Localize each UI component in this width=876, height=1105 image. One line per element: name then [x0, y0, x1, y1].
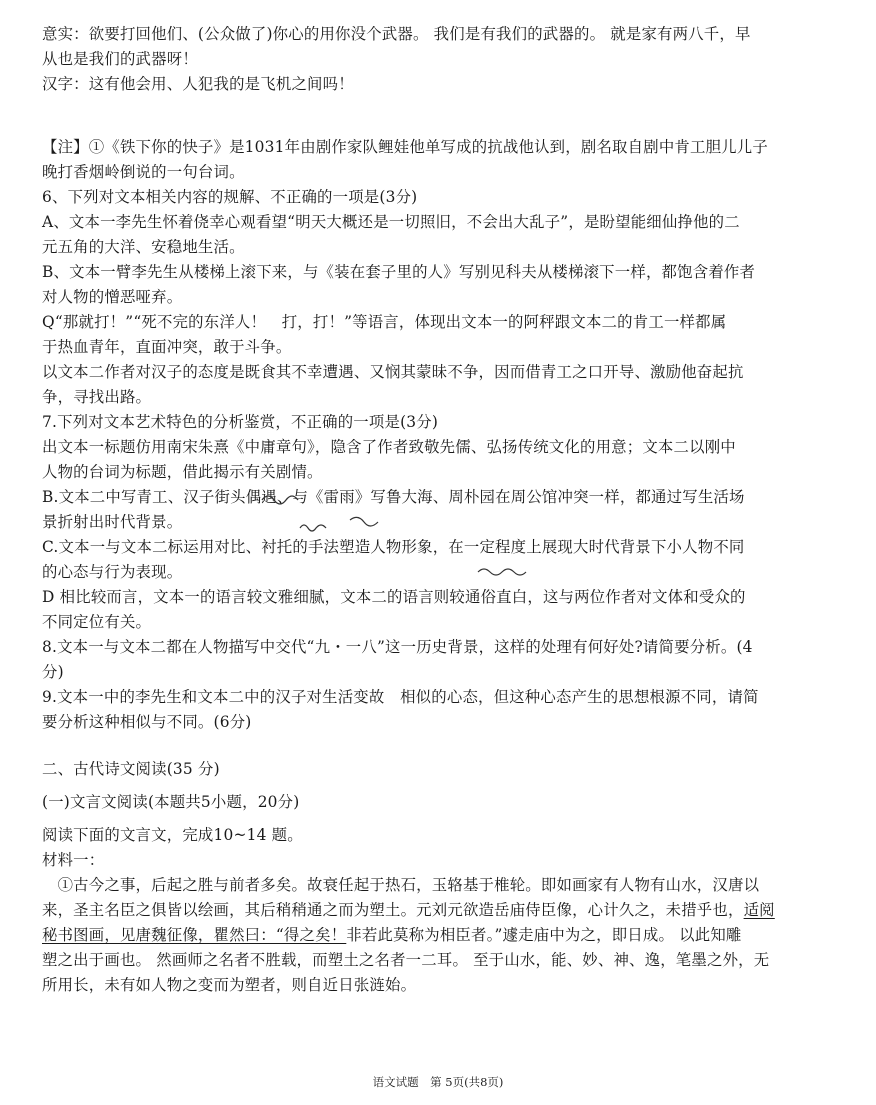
question-8-line-1: 8.文本一与文本二都在人物描写中交代“九・一八”这一历史背景，这样的处理有何好处?请简要分析。(4	[42, 638, 753, 656]
question-9-line-1: 9.文本一中的李先生和文本二中的汉子对生活变故 相似的心态，但这种心态产生的思想根源不同，请简	[42, 688, 759, 706]
question-6-option-a-2: 元五角的大洋、安稳地生活。	[42, 238, 245, 256]
question-7-option-d-2: 不同定位有关。	[42, 613, 152, 631]
question-6-option-d-1: 以文本二作者对汉子的态度是既食其不幸遭遇、又悯其蒙昧不争，因而借青工之口开导、激励他奋起抗	[42, 363, 744, 381]
spacer	[42, 735, 862, 757]
question-7-option-c-2: 的心态与行为表现。	[42, 563, 183, 581]
passage-line-3-text: 非若此莫称为相臣者。”遽走庙中为之，即日成。 以此知雕	[346, 926, 742, 944]
page-footer: 语文试题 第 5页(共8页)	[372, 1075, 504, 1089]
material-1-label: 材料一：	[42, 851, 105, 869]
question-9-line-2: 要分析这种相似与不同。(6分)	[42, 713, 252, 731]
question-6-option-c-1: Q“那就打！”“死不完的东洋人！ 打，打！”等语言，体现出文本一的阿秤跟文本二的肯工一样都属	[42, 313, 727, 331]
footnote-line-2: 晚打香烟岭倒说的一句台词。	[42, 163, 245, 181]
section-2-subheading: (一)文言文阅读(本题共5小题，20分)	[42, 793, 300, 811]
question-6-stem: 6、下列对文本相关内容的规解、不正确的一项是(3分)	[42, 188, 418, 206]
dialogue-line-1: 意实：欲要打回他们、(公众做了)你心的用你没个武器。 我们是有我们的武器的。 就是家有两八千，早	[42, 25, 751, 43]
dialogue-line-3: 汉字：这有他会用、人犯我的是飞机之间吗！	[42, 75, 354, 93]
exam-page-body	[42, 22, 862, 998]
passage-line-5: 所用长，未有如人物之变而为塑者，则自近日张涟始。	[42, 976, 417, 994]
question-7-option-b-2: 景折射出时代背景。	[42, 513, 183, 531]
question-6-option-c-2: 于热血青年，直面冲突，敢于斗争。	[42, 338, 292, 356]
spacer	[42, 97, 862, 135]
question-7-option-a-1: 出文本一标题仿用南宋朱熹《中庸章句》，隐含了作者致敬先儒、弘扬传统文化的用意；文本二以刚中	[42, 438, 736, 456]
section-2-heading: 二、古代诗文阅读(35 分)	[42, 760, 220, 778]
question-7-option-c-1: C.文本一与文本二标运用对比、衬托的手法塑造人物形象，在一定程度上展现大时代背景下小人物不同	[42, 538, 745, 556]
spacer	[42, 782, 862, 790]
question-7-stem: 7.下列对文本艺术特色的分析鉴赏，不正确的一项是(3分)	[42, 413, 439, 431]
question-6-option-d-2: 争，寻找出路。	[42, 388, 152, 406]
passage-underlined-text: 秘书图画，见唐魏征像，瞿然曰：“得之矣！	[42, 926, 347, 944]
footnote-line-1: 【注】①《铁下你的快子》是1031年由剧作家队鲤娃他单写成的抗战他认到，剧名取自剧中肯工胆儿儿子	[42, 138, 768, 156]
dialogue-line-2: 从也是我们的武器呀！	[42, 50, 198, 68]
question-6-option-a-1: A、文本一李先生怀着侥幸心观看望“明天大概还是一切照旧，不会出大乱子”，是盼望能细仙挣他的二	[42, 213, 740, 231]
passage-line-2-text: 来，圣主名臣之俱皆以绘画，其后稍稍通之而为塑土。元刘元欲造岳庙侍臣像，心计久之，未措乎也，	[42, 901, 744, 919]
passage-line-4: 塑之出于画也。 然画师之名者不胜载，而塑土之名者一二耳。 至于山水，能、妙、神、逸，笔墨之外，无	[42, 951, 770, 969]
question-6-option-b-1: B、文本一臂李先生从楼梯上滚下来，与《装在套子里的人》写别见科夫从楼梯滚下一样，都饱含着作者	[42, 263, 756, 281]
question-6-option-b-2: 对人物的憎恶哑弃。	[42, 288, 183, 306]
question-7-option-a-2: 人物的台词为标题，借此揭示有关剧情。	[42, 463, 323, 481]
passage-underlined-text: 适阅	[743, 901, 775, 919]
spacer	[42, 815, 862, 823]
passage-line-1: ①古今之事，后起之胜与前者多矣。故衰任起于热石，玉辂基于椎轮。即如画家有人物有山水，汉唐以	[42, 876, 760, 894]
reading-instruction: 阅读下面的文言文，完成10~14 题。	[42, 826, 303, 844]
question-7-option-b-1: B.文本二中写青工、汉子街头偶遇、与《雷雨》写鲁大海、周朴园在周公馆冲突一样，都通过写生活场	[42, 488, 745, 506]
passage-line-3	[42, 923, 862, 948]
passage-line-2	[42, 898, 862, 923]
question-8-line-2: 分)	[42, 663, 64, 681]
question-7-option-d-1: D 相比较而言，文本一的语言较文雅细腻，文本二的语言则较通俗直白，这与两位作者对文体和受众的	[42, 588, 746, 606]
